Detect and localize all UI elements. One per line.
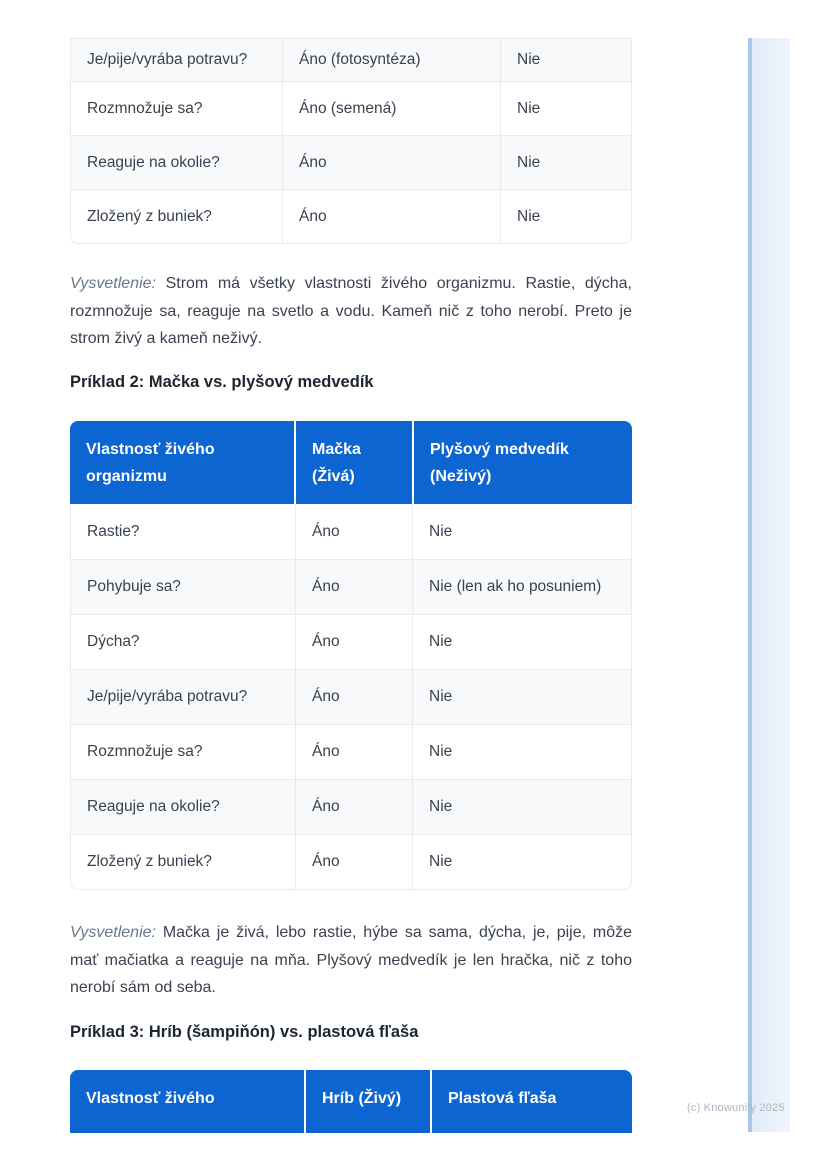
table-body — [70, 504, 632, 890]
value-cell: Áno — [295, 835, 412, 889]
property-cell: Rastie? — [87, 522, 140, 540]
comparison-table-macka-medvedik — [70, 421, 632, 890]
value-cell: Nie — [412, 615, 629, 669]
header-cell: Plastová fľaša — [432, 1070, 632, 1133]
value-cell: Nie — [412, 670, 629, 724]
value-cell: Áno — [295, 670, 412, 724]
value-cell: Áno — [295, 504, 412, 559]
value-cell: Áno — [295, 560, 412, 614]
table-header-row — [70, 421, 632, 504]
table-header-row — [70, 1070, 632, 1133]
value-cell: Áno — [295, 615, 412, 669]
explanation-paragraph-2 — [70, 919, 632, 1002]
property-cell: Zložený z buniek? — [87, 207, 212, 225]
value-cell: Nie (len ak ho posuniem) — [412, 560, 629, 614]
table-row — [71, 669, 631, 724]
explanation-label: Vysvetlenie: — [70, 924, 156, 941]
table-row — [71, 81, 631, 135]
explanation-label: Vysvetlenie: — [70, 275, 156, 292]
table-row — [71, 834, 631, 889]
property-cell: Reaguje na okolie? — [87, 153, 220, 171]
value-cell: Áno — [295, 780, 412, 834]
table-row — [71, 39, 631, 81]
value-cell: Áno — [295, 725, 412, 779]
value-cell: Nie — [412, 504, 629, 559]
property-cell: Je/pije/vyrába potravu? — [87, 688, 248, 705]
table-row — [71, 559, 631, 614]
table-row — [71, 504, 631, 559]
property-cell: Je/pije/vyrába potravu? — [87, 51, 248, 68]
explanation-paragraph-1 — [70, 270, 632, 353]
copyright-watermark: (c) Knowunity 2025 — [687, 1102, 785, 1114]
property-cell: Reaguje na okolie? — [87, 798, 220, 815]
property-cell: Pohybuje sa? — [87, 578, 181, 595]
value-cell: Áno — [282, 190, 500, 243]
value-cell: Nie — [412, 725, 629, 779]
value-cell: Nie — [500, 39, 631, 81]
value-cell: Nie — [500, 82, 631, 135]
table-row — [71, 724, 631, 779]
value-cell: Nie — [412, 780, 629, 834]
property-cell: Rozmnožuje sa? — [87, 743, 203, 760]
property-cell: Dýcha? — [87, 633, 140, 650]
value-cell: Nie — [412, 835, 629, 889]
table-row — [71, 614, 631, 669]
value-cell: Nie — [500, 190, 631, 243]
table-row — [71, 135, 631, 189]
property-cell: Zložený z buniek? — [87, 853, 212, 870]
example-2-heading: Príklad 2: Mačka vs. plyšový medvedík — [70, 373, 374, 391]
value-cell: Nie — [500, 136, 631, 189]
property-cell: Rozmnožuje sa? — [87, 99, 203, 117]
page-edge-bar — [748, 38, 790, 1132]
header-cell: Mačka (Živá) — [296, 421, 412, 504]
explanation-text: Mačka je živá, lebo rastie, hýbe sa sama, dýcha, je, pije, môže mať mačiatka a reaguje na mňa. Plyšový medvedík je len hračka, nič z toho nerobí sám od seba. — [70, 924, 632, 996]
example-3-heading: Príklad 3: Hríb (šampiňón) vs. plastová fľaša — [70, 1023, 419, 1041]
value-cell: Áno — [282, 136, 500, 189]
value-cell: Áno (semená) — [282, 82, 500, 135]
header-cell: Vlastnosť živého organizmu — [70, 421, 294, 504]
header-cell: Hríb (Živý) — [306, 1070, 430, 1133]
comparison-table-hrib-flasa-clipped — [70, 1070, 632, 1133]
table-row — [71, 779, 631, 834]
comparison-table-partial — [70, 38, 632, 244]
header-cell: Plyšový medvedík (Neživý) — [414, 421, 632, 504]
value-cell: Áno (fotosyntéza) — [282, 39, 500, 81]
header-cell: Vlastnosť živého — [70, 1070, 304, 1133]
table-row — [71, 189, 631, 243]
explanation-text: Strom má všetky vlastnosti živého organizmu. Rastie, dýcha, rozmnožuje sa, reaguje na svetlo a vodu. Kameň nič z toho nerobí. Preto je strom živý a kameň neživý. — [70, 275, 632, 347]
